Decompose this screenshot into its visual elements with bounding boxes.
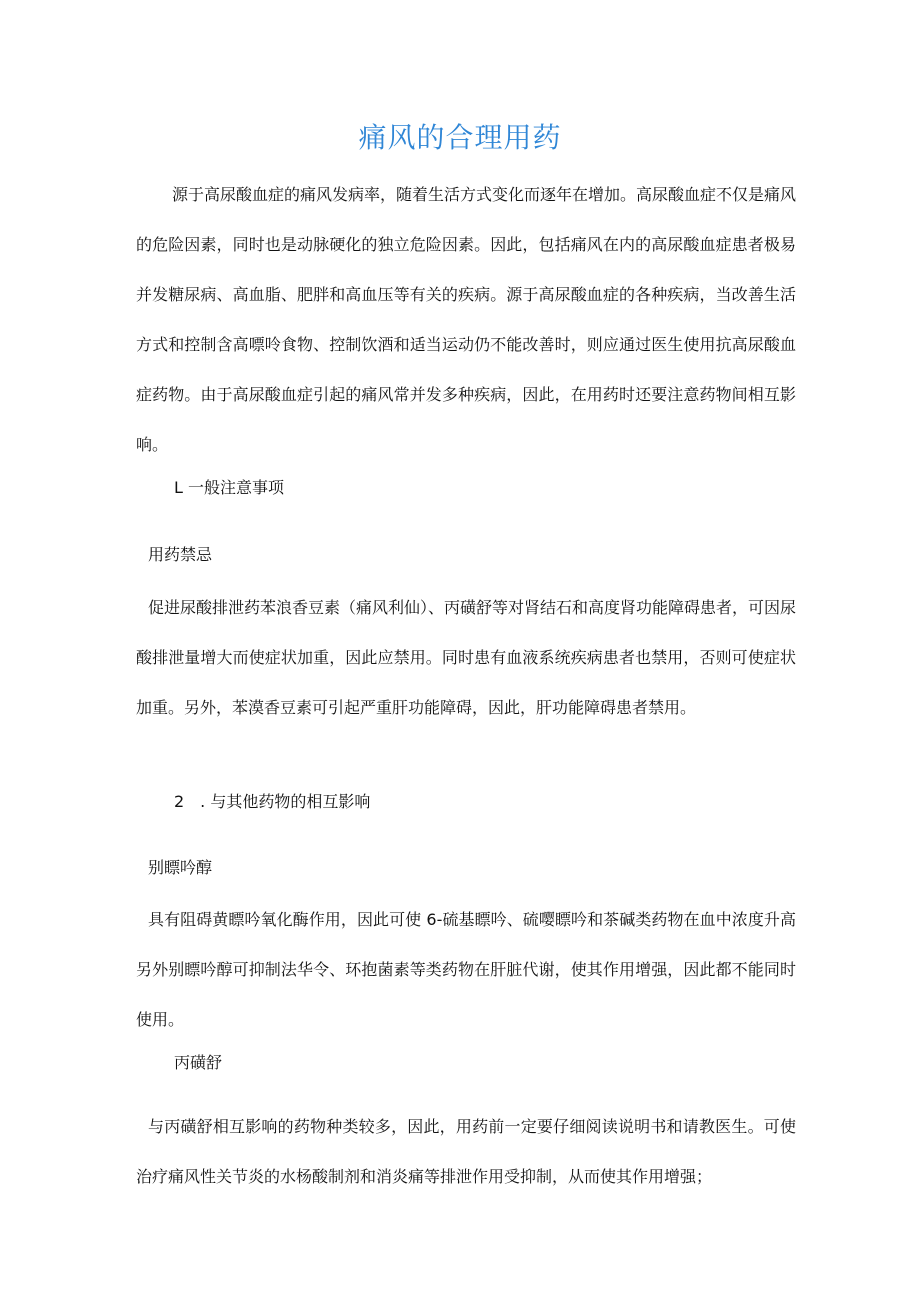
subheading-probenecid: 丙磺舒 [174, 1053, 223, 1072]
contraindications-paragraph: 促进尿酸排泄药苯浪香豆素（痛风利仙）、丙磺舒等对肾结石和高度肾功能障碍患者，可因尿酸排泄量增大而使症状加重，因此应禁用。同时患有血液系统疾病患者也禁用，否则可使症状加重。另外，苯漠香豆素可引起严重肝功能障碍，因此，肝功能障碍患者禁用。 [136, 598, 797, 717]
section-heading-general: L 一般注意事项 [174, 478, 285, 497]
section-heading-interactions: 2 . 与其他药物的相互影响 [174, 792, 371, 811]
page-title: 痛风的合理用药 [358, 121, 562, 154]
subheading-contraindications: 用药禁忌 [148, 545, 213, 564]
probenecid-paragraph: 与丙磺舒相互影响的药物种类较多，因此，用药前一定要仔细阅读说明书和请教医生。可使治疗痛风性关节炎的水杨酸制剂和消炎痛等排泄作用受抑制，从而使其作用增强； [136, 1117, 796, 1186]
subheading-allopurinol: 别瞟吟醇 [148, 858, 213, 877]
allopurinol-paragraph: 具有阻碍黄瞟吟氧化酶作用，因此可使 6-硫基瞟吟、硫嘤瞟吟和茶碱类药物在血中浓度升高另外别瞟吟醇可抑制法华令、环抱菌素等类药物在肝脏代谢，使其作用增强，因此都不能同时使用。 [136, 910, 796, 1029]
intro-paragraph: 源于高尿酸血症的痛风发病率，随着生活方式变化而逐年在增加。高尿酸血症不仅是痛风的危险因素，同时也是动脉硬化的独立危险因素。因此，包括痛风在内的高尿酸血症患者极易并发糖尿病、高血脂、肥胖和高血压等有关的疾病。源于高尿酸血症的各种疾病，当改善生活方式和控制含高嘌呤食物、控制饮酒和适当运动仍不能改善时，则应通过医生使用抗高尿酸血症药物。由于高尿酸血症引起的痛风常并发多种疾病，因此，在用药时还要注意药物间相互影响。 [136, 185, 797, 454]
